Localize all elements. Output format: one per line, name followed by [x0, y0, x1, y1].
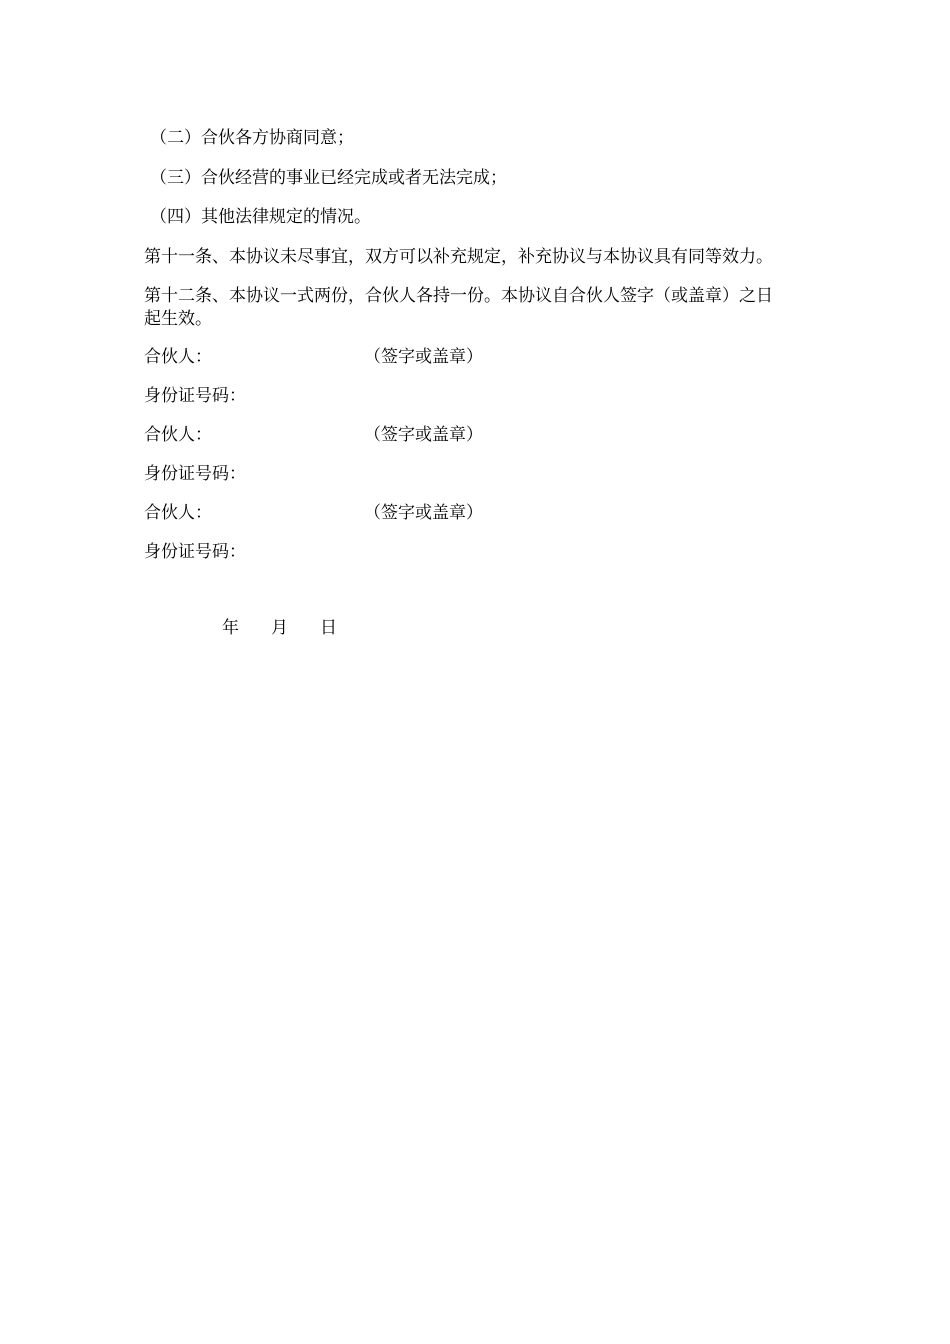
- partner-label: 合伙人：: [144, 503, 212, 523]
- partner-label: 合伙人：: [144, 347, 212, 367]
- article-11: 第十一条、本协议未尽事宜，双方可以补充规定，补充协议与本协议具有同等效力。: [144, 247, 773, 267]
- article-12-line-2: 起生效。: [144, 309, 212, 329]
- sign-or-seal-note: （签字或盖章）: [364, 503, 483, 523]
- id-number-label: 身份证号码：: [144, 542, 246, 562]
- date-month: 月: [271, 618, 288, 638]
- id-number-label: 身份证号码：: [144, 464, 246, 484]
- clause-item-4: （四）其他法律规定的情况。: [150, 207, 371, 227]
- date-day: 日: [320, 618, 337, 638]
- partner-label: 合伙人：: [144, 425, 212, 445]
- clause-item-3: （三）合伙经营的事业已经完成或者无法完成；: [150, 168, 507, 188]
- clause-item-2: （二）合伙各方协商同意；: [150, 128, 354, 148]
- article-12-line-1: 第十二条、本协议一式两份，合伙人各持一份。本协议自合伙人签字（或盖章）之日: [144, 286, 773, 306]
- date-year: 年: [222, 618, 239, 638]
- id-number-label: 身份证号码：: [144, 386, 246, 406]
- sign-or-seal-note: （签字或盖章）: [364, 347, 483, 367]
- sign-or-seal-note: （签字或盖章）: [364, 425, 483, 445]
